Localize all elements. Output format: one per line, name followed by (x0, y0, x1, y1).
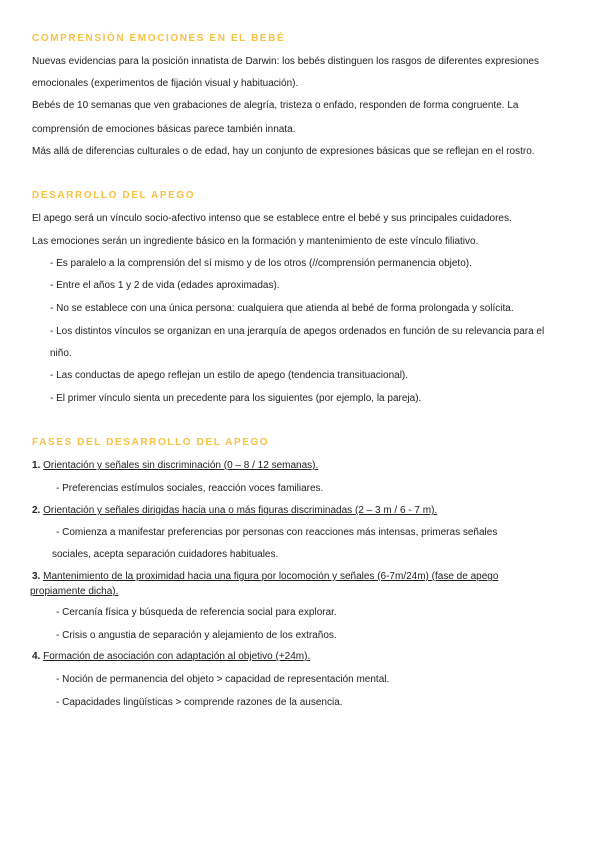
phase-number: 3. (32, 571, 41, 582)
paragraph-line: Bebés de 10 semanas que ven grabaciones de alegría, tristeza o enfado, responden de forma congruente. La (32, 100, 519, 111)
phase-title: Orientación y señales dirigidas hacia una o más figuras discriminadas (2 – 3 m / 6 - 7 m). (43, 505, 438, 516)
phase-2-header (32, 505, 437, 517)
bullet-item: - Las conductas de apego reflejan un estilo de apego (tendencia transituacional). (50, 370, 409, 381)
phase-title-continued: propiamente dicha). (30, 586, 119, 597)
phase-number: 1. (32, 460, 41, 471)
bullet-item: - Entre el años 1 y 2 de vida (edades aproximadas). (50, 280, 280, 291)
bullet-item: - El primer vínculo sienta un precedente para los siguientes (por ejemplo, la pareja). (50, 393, 422, 404)
bullet-item: niño. (50, 348, 72, 359)
phase-3-header (32, 571, 498, 583)
phase-item: - Noción de permanencia del objeto > capacidad de representación mental. (56, 674, 390, 685)
phase-title: Orientación y señales sin discriminación (0 – 8 / 12 semanas). (43, 460, 319, 471)
bullet-item: - Es paralelo a la comprensión del sí mismo y de los otros (//comprensión permanencia objeto). (50, 258, 472, 269)
paragraph-line: Las emociones serán un ingrediente básico en la formación y mantenimiento de este vínculo filiativo. (32, 236, 479, 247)
bullet-item: - Los distintos vínculos se organizan en una jerarquía de apegos ordenados en función de su relevancia para el (50, 326, 545, 337)
section-title-fases: FASES DEL DESARROLLO DEL APEGO (32, 437, 270, 448)
paragraph-line: Más allá de diferencias culturales o de edad, hay un conjunto de expresiones básicas que se reflejan en el rostro. (32, 146, 535, 157)
paragraph-line: emocionales (experimentos de fijación visual y habituación). (32, 78, 299, 89)
section-title-apego: DESARROLLO DEL APEGO (32, 190, 196, 201)
phase-item: - Crisis o angustia de separación y alejamiento de los extraños. (56, 630, 337, 641)
bullet-item: - No se establece con una única persona: cualquiera que atienda al bebé de forma prolongada y solícita. (50, 303, 514, 314)
phase-4-header (32, 651, 310, 663)
phase-1-header (32, 460, 318, 472)
phase-number: 4. (32, 651, 41, 662)
paragraph-line: comprensión de emociones básicas parece también innata. (32, 124, 296, 135)
paragraph-line: Nuevas evidencias para la posición innatista de Darwin: los bebés distinguen los rasgos de diferentes expresiones (32, 56, 539, 67)
paragraph-line: El apego será un vínculo socio-afectivo intenso que se establece entre el bebé y sus principales cuidadores. (32, 213, 512, 224)
phase-item: - Preferencias estímulos sociales, reacción voces familiares. (56, 483, 324, 494)
phase-item: - Comienza a manifestar preferencias por personas con reacciones más intensas, primeras señales (56, 527, 498, 538)
phase-item: - Cercanía física y búsqueda de referencia social para explorar. (56, 607, 337, 618)
phase-title: Mantenimiento de la proximidad hacia una figura por locomoción y señales (6-7m/24m) (fase de apego (43, 571, 499, 582)
phase-item: sociales, acepta separación cuidadores habituales. (52, 549, 279, 560)
phase-number: 2. (32, 505, 41, 516)
phase-title: Formación de asociación con adaptación al objetivo (+24m). (43, 651, 311, 662)
phase-item: - Capacidades lingüísticas > comprende razones de la ausencia. (56, 697, 343, 708)
section-title-comprension: COMPRENSIÓN EMOCIONES EN EL BEBÉ (32, 33, 286, 44)
